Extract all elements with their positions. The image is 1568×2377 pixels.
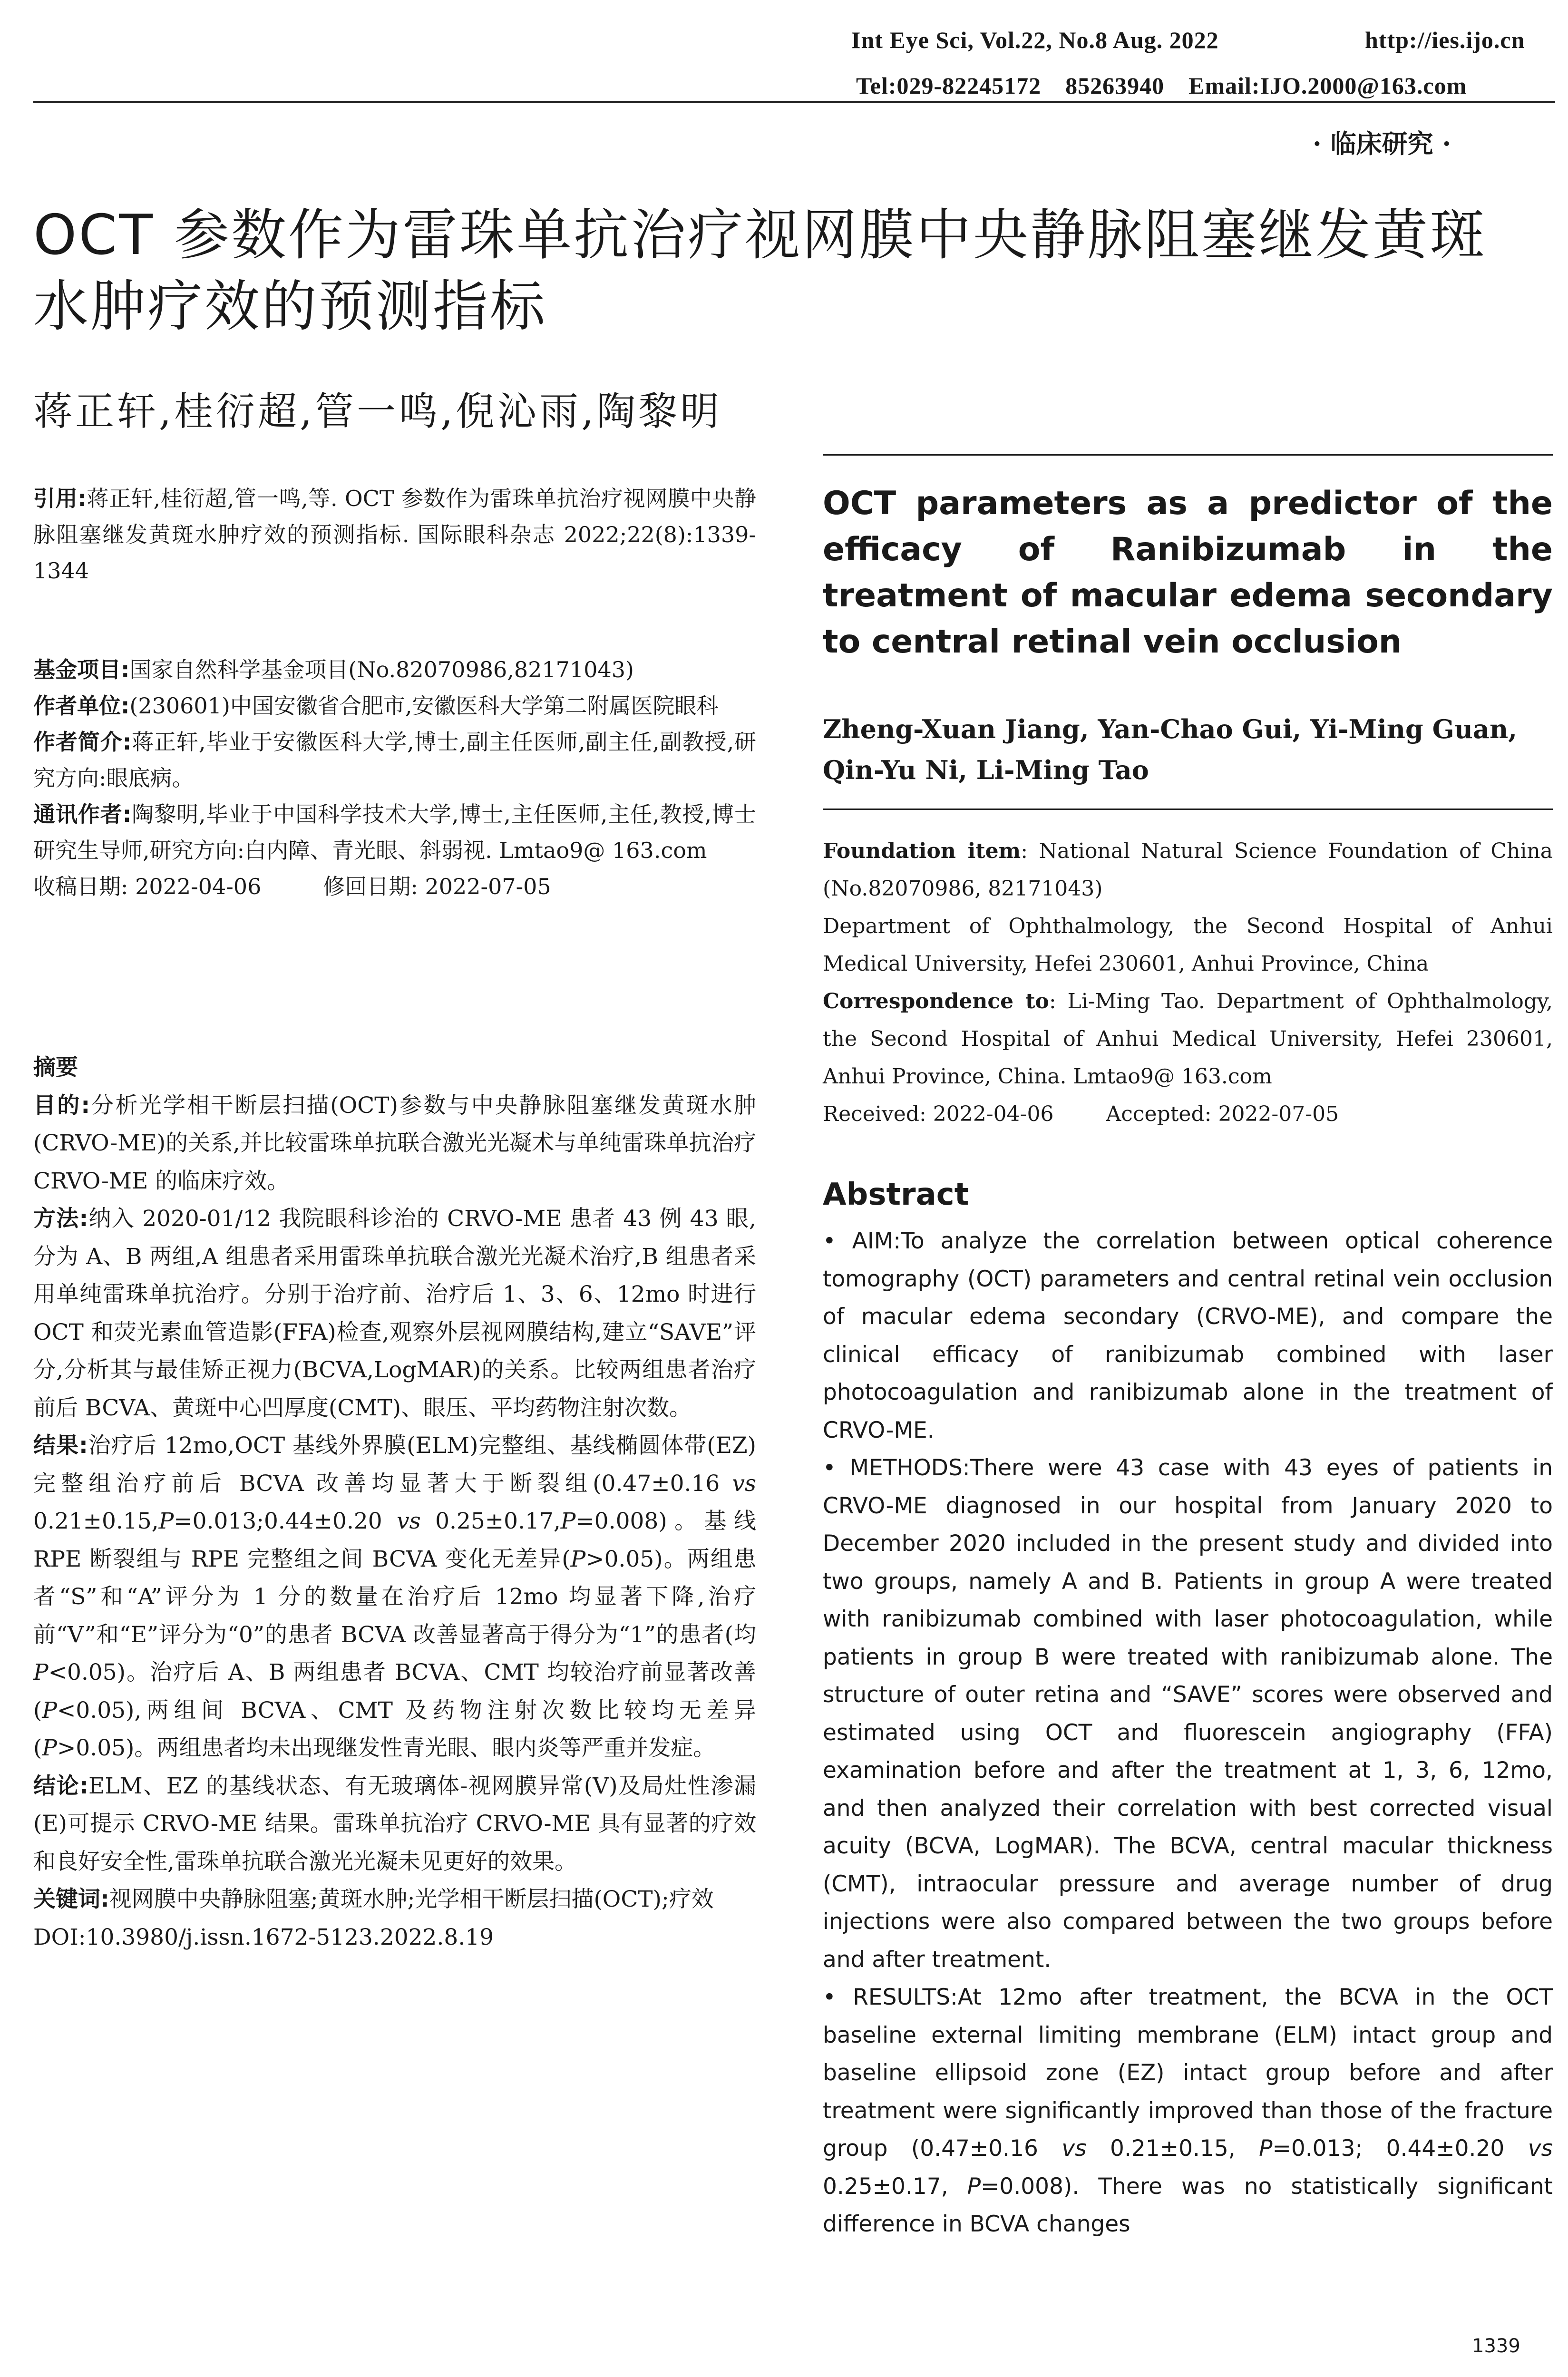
journal-contact: Tel:029-82245172 85263940 Email:IJO.2000@163.com (856, 72, 1467, 99)
citation-block (33, 480, 756, 589)
bio-label: 作者简介: (33, 729, 132, 755)
foundation-label: Foundation item (823, 839, 1021, 863)
unit-label: 作者单位: (33, 693, 130, 719)
results-en-text: At 12mo after treatment, the BCVA in the OCT baseline external limiting membrane (ELM) intact group and baseline ellipsoid zone (EZ) intact group before and after treatment were significantly improved than those of the fracture group (0.47±0.16 vs 0.21±0.15, P=0.013; 0.44±0.20 vs 0.25±0.17, P=0.008). There was no statistically significant difference in BCVA changes (823, 1984, 1553, 2237)
author-info-block (33, 652, 756, 905)
received-date: 收稿日期: 2022-04-06 (33, 874, 262, 899)
results-cn-label: 结果: (33, 1432, 88, 1459)
fund-text: 国家自然科学基金项目(No.82070986,82171043) (129, 657, 634, 682)
foundation-text: : National Natural Science Foundation of China (No.82070986, 82171043) (823, 839, 1553, 901)
bio-text: 蒋正轩,毕业于安徽医科大学,博士,副主任医师,副主任,副教授,研究方向:眼底病。 (33, 729, 757, 791)
aim-en-label: • AIM: (823, 1228, 901, 1254)
authors-en: Zheng-Xuan Jiang, Yan-Chao Gui, Yi-Ming Guan, Qin-Yu Ni, Li-Ming Tao (823, 714, 1518, 785)
corr-label: 通讯作者: (33, 801, 132, 827)
abstract-en (823, 1222, 1553, 2243)
correspondence-label: Correspondence to (823, 989, 1049, 1013)
page-title: OCT 参数作为雷珠单抗治疗视网膜中央静脉阻塞继发黄斑水肿疗效的预测指标 (33, 203, 1487, 339)
right-title-rule (823, 454, 1553, 456)
received-en: Received: 2022-04-06 (823, 1102, 1054, 1126)
methods-en-label: • METHODS: (823, 1455, 970, 1481)
title-en: OCT parameters as a predictor of the efficacy of Ranibizumab in the treatment of macular edema secondary to central retinal vein occlusion (823, 485, 1553, 661)
keywords-cn-label: 关键词: (33, 1886, 109, 1912)
aim-cn-label: 目的: (33, 1092, 90, 1119)
conclusion-cn-label: 结论: (33, 1773, 88, 1799)
aim-cn-text: 分析光学相干断层扫描(OCT)参数与中央静脉阻塞继发黄斑水肿(CRVO-ME)的关系,并比较雷珠单抗联合激光光凝术与单纯雷珠单抗治疗 CRVO-ME 的临床疗效。 (33, 1092, 756, 1194)
fund-label: 基金项目: (33, 657, 130, 682)
methods-cn-label: 方法: (33, 1206, 88, 1232)
conclusion-cn-text: ELM、EZ 的基线状态、有无玻璃体-视网膜异常(V)及局灶性渗漏(E)可提示 CRVO-ME 结果。雷珠单抗治疗 CRVO-ME 具有显著的疗效和良好安全性,雷珠单抗联合激光光凝未见更好的效果。 (33, 1773, 756, 1875)
methods-cn-text: 纳入 2020-01/12 我院眼科诊治的 CRVO-ME 患者 43 例 43 眼,分为 A、B 两组,A 组患者采用雷珠单抗联合激光光凝术治疗,B 组患者采用单纯雷珠单抗治疗。分别于治疗前、治疗后 1、3、6、12mo 时进行 OCT 和荧光素血管造影(FFA)检查,观察外层视网膜结构,建立“SAVE”评分,分析其与最佳矫正视力(BCVA,LogMAR)的关系。比较两组患者治疗前后 BCVA、黄斑中心凹厚度(CMT)、眼压、平均药物注射次数。 (33, 1206, 756, 1421)
unit-text: (230601)中国安徽省合肥市,安徽医科大学第二附属医院眼科 (129, 693, 719, 719)
doi[interactable]: DOI:10.3980/j.issn.1672-5123.2022.8.19 (33, 1924, 494, 1950)
abstract-en-heading: Abstract (823, 1177, 969, 1212)
aim-en-text: To analyze the correlation between optical coherence tomography (OCT) parameters and central retinal vein occlusion of macular edema secondary (CRVO-ME), and compare the clinical efficacy of ranibizumab combined with laser photocoagulation and ranibizumab alone in the treatment of CRVO-ME. (823, 1228, 1553, 1443)
methods-en-text: There were 43 case with 43 eyes of patients in CRVO-ME diagnosed in our hospital from January 2020 to December 2020 included in the present study and divided into two groups, namely A and B. Patients in group A were treated with ranibizumab combined with laser photocoagulation, while patients in group B were treated with ranibizumab alone. The structure of outer retina and “SAVE” scores were observed and estimated using OCT and fluorescein angiography (FFA) examination before and after the treatment at 1, 3, 6, 12mo, and then analyzed their correlation with best corrected visual acuity (BCVA, LogMAR). The BCVA, central macular thickness (CMT), intraocular pressure and average number of drug injections were also compared between the two groups before and after treatment. (823, 1455, 1553, 1973)
corr-text: 陶黎明,毕业于中国科学技术大学,博士,主任医师,主任,教授,博士研究生导师,研究方向:白内障、青光眼、斜弱视. Lmtao9@ 163.com (33, 801, 757, 863)
journal-info: Int Eye Sci, Vol.22, No.8 Aug. 2022 (851, 27, 1219, 53)
header-rule (33, 101, 1555, 103)
results-cn-text: 治疗后 12mo,OCT 基线外界膜(ELM)完整组、基线椭圆体带(EZ)完整组治疗前后 BCVA 改善均显著大于断裂组(0.47±0.16 vs 0.21±0.15,P=0.013;0.44±0.20 vs 0.25±0.17,P=0.008)。基线 RPE 断裂组与 RPE 完整组之间 BCVA 变化无差异(P>0.05)。两组患者“S”和“A”评分为 1 分的数量在治疗后 12mo 均显著下降,治疗前“V”和“E”评分为“0”的患者 BCVA 改善显著高于得分为“1”的患者(均 P<0.05)。治疗后 A、B 两组患者 BCVA、CMT 均较治疗前显著改善(P<0.05),两组间 BCVA、CMT 及药物注射次数比较均无差异(P>0.05)。两组患者均未出现继发性青光眼、眼内炎等严重并发症。 (33, 1432, 757, 1761)
citation-label: 引用: (33, 486, 87, 511)
page-number: 1339 (1472, 2335, 1520, 2357)
accepted-en: Accepted: 2022-07-05 (1106, 1102, 1339, 1126)
affiliation-en-block (823, 832, 1553, 1133)
correspondence-text: : Li-Ming Tao. Department of Ophthalmology, the Second Hospital of Anhui Medical University, Hefei 230601, Anhui Province, China. Lmtao9@ 163.com (823, 989, 1553, 1089)
journal-url[interactable]: http://ies.ijo.cn (1365, 27, 1525, 53)
department-text: Department of Ophthalmology, the Second Hospital of Anhui Medical University, Hefei 230601, Anhui Province, China (823, 914, 1553, 976)
section-tag: · 临床研究 · (1313, 128, 1451, 159)
keywords-cn-text: 视网膜中央静脉阻塞;黄斑水肿;光学相干断层扫描(OCT);疗效 (109, 1886, 714, 1912)
abstract-cn (33, 1049, 756, 1956)
revised-date: 修回日期: 2022-07-05 (323, 874, 551, 899)
results-en-label: • RESULTS: (823, 1984, 958, 2010)
abstract-cn-heading: 摘要 (33, 1054, 78, 1081)
authors-cn: 蒋正轩,桂衍超,管一鸣,倪沁雨,陶黎明 (33, 389, 722, 434)
citation-text: 蒋正轩,桂衍超,管一鸣,等. OCT 参数作为雷珠单抗治疗视网膜中央静脉阻塞继发黄斑水肿疗效的预测指标. 国际眼科杂志 2022;22(8):1339-1344 (33, 486, 756, 584)
authors-en-rule (823, 809, 1553, 810)
